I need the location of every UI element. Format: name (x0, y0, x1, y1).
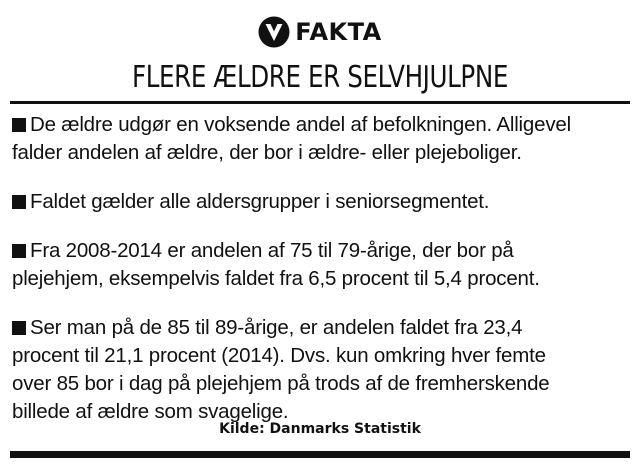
fact-list (12, 111, 632, 447)
square-bullet-icon (12, 244, 26, 258)
fakta-header (0, 12, 640, 52)
square-bullet-icon (12, 321, 26, 335)
fact-item (12, 314, 632, 426)
square-bullet-icon (12, 118, 26, 132)
top-divider (10, 101, 630, 104)
logo-text: FAKTA (295, 18, 382, 46)
fact-line: procent til 21,1 procent (2014). Dvs. kun omkring hver femte (12, 344, 546, 367)
page-title: FLERE ÆLDRE ER SELVHJULPNE (132, 60, 508, 95)
fakta-logo (258, 16, 381, 48)
fact-line: plejehjem, eksempelvis faldet fra 6,5 procent til 5,4 procent. (12, 267, 540, 290)
fact-item (12, 111, 632, 167)
fact-line: billede af ældre som svagelige. (12, 400, 289, 423)
fact-line: over 85 bor i dag på plejehjem på trods af de fremherskende (12, 372, 550, 395)
fact-item (12, 188, 632, 216)
fact-line: Ser man på de 85 til 89-årige, er andelen faldet fra 23,4 (30, 316, 523, 339)
down-arrow-circle-icon (258, 16, 290, 48)
fact-line: Fra 2008-2014 er andelen af 75 til 79-årige, der bor på (30, 239, 514, 262)
square-bullet-icon (12, 195, 26, 209)
fact-item (12, 237, 632, 293)
source-credit: Kilde: Danmarks Statistik (219, 421, 421, 437)
fact-line: De ældre udgør en voksende andel af befolkningen. Alligevel (30, 113, 571, 136)
fact-line: Faldet gælder alle aldersgrupper i seniorsegmentet. (30, 190, 490, 213)
fact-line: falder andelen af ældre, der bor i ældre- eller plejeboliger. (12, 141, 522, 164)
bottom-divider (10, 451, 630, 458)
